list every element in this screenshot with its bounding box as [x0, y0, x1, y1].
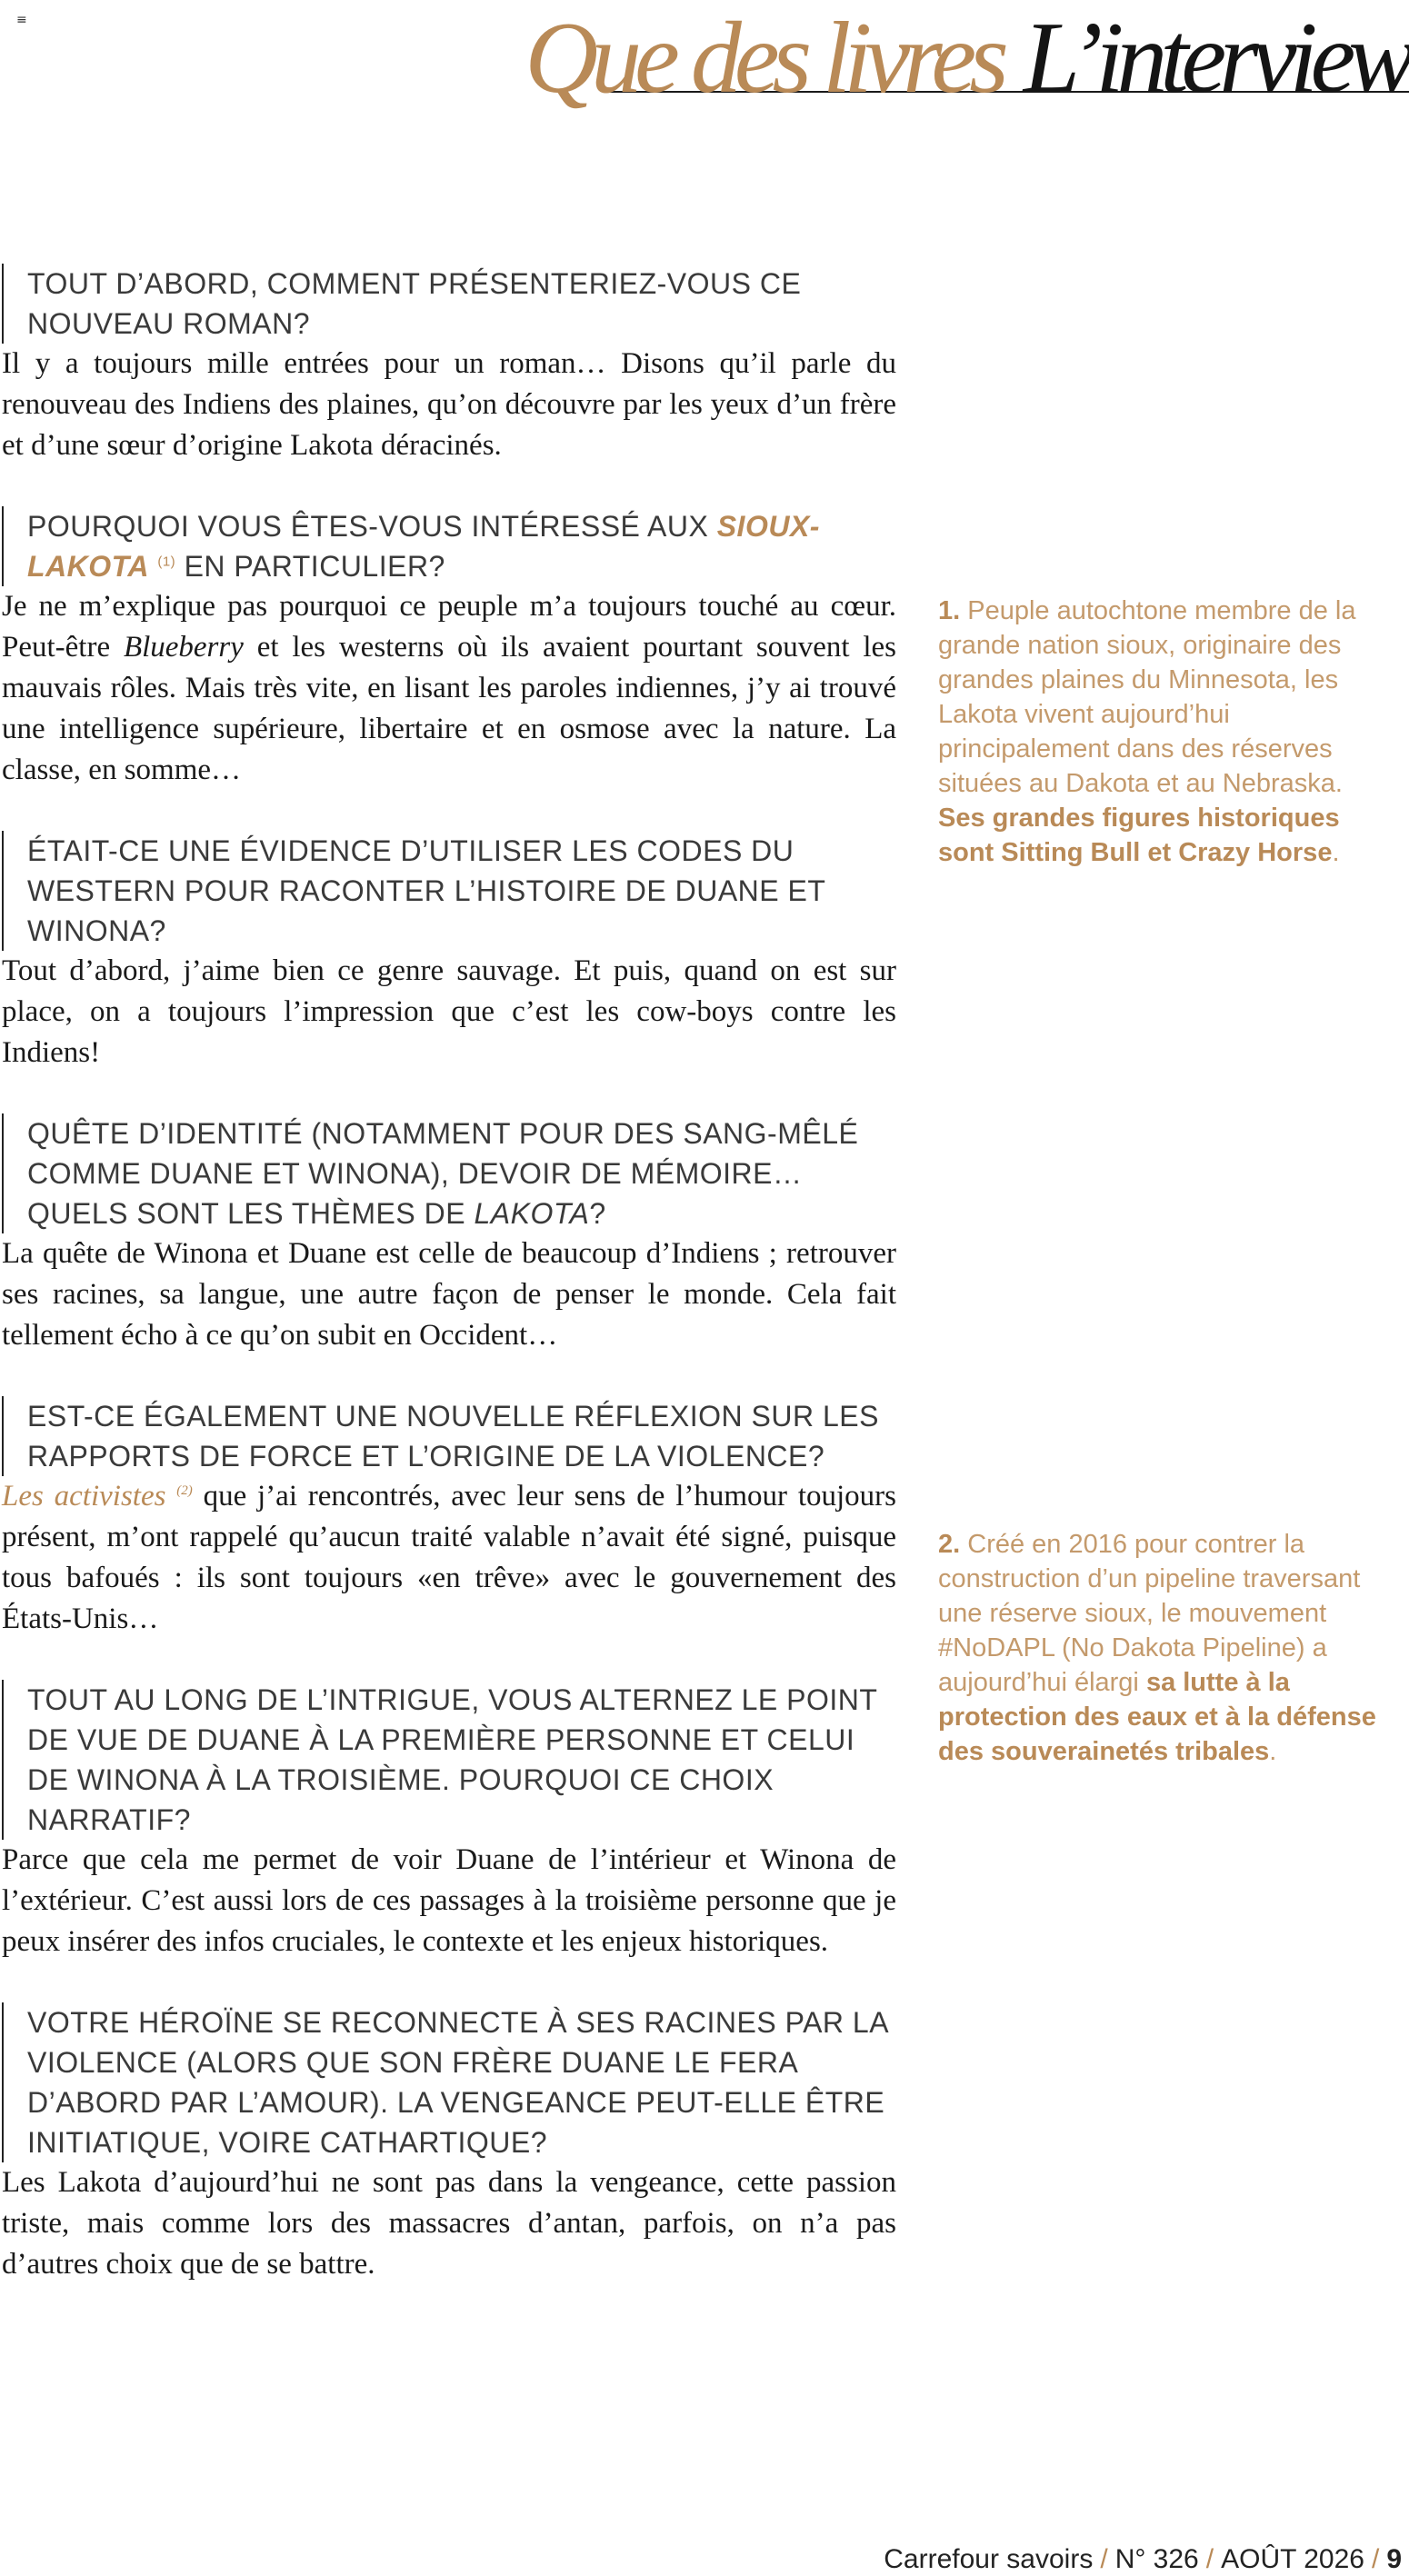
page-footer — [884, 2543, 1402, 2576]
footnote-ref[interactable]: (1) — [157, 554, 176, 570]
qa-block — [2, 506, 896, 791]
answer-title: Blueberry — [123, 631, 244, 664]
footnote-highlight: sa lutte à la protection des eaux et à la défense des souverainetés tribales — [938, 1668, 1376, 1766]
answer-lead-text: Les activistes — [2, 1480, 166, 1513]
interview-column — [2, 264, 896, 2325]
answer-text: Je ne m’explique pas pourquoi ce peuple m’a toujours touché au cœur. Peut-être — [2, 590, 896, 664]
question-text: ? — [589, 1197, 606, 1230]
question: EST-CE ÉGALEMENT UNE NOUVELLE RÉFLEXION SUR LES RAPPORTS DE FORCE ET L’ORIGINE DE LA VIOLENCE? — [2, 1396, 896, 1476]
footnote-end: . — [1332, 838, 1340, 867]
answer-text: et les westerns où ils avaient pourtant souvent les mauvais rôles. Mais très vite, en lisant les paroles indiennes, j’y ai trouvé une intelligence supérieure, libertaire et en osmose avec la nature. La classe, en somme… — [2, 631, 897, 786]
footnote-end: . — [1269, 1737, 1277, 1766]
issue-number: N° 326 — [1114, 2544, 1199, 2574]
answer-lead — [2, 1480, 193, 1513]
section-title-gold: Que des livres — [525, 2, 1002, 115]
question: ÉTAIT-CE UNE ÉVIDENCE D’UTILISER LES CODES DU WESTERN POUR RACONTER L’HISTOIRE DE DUANE ET WINONA? — [2, 831, 896, 951]
footnote-highlight: Ses grandes figures historiques sont Sitting Bull et Crazy Horse — [938, 804, 1340, 867]
page-header — [525, 0, 1409, 127]
separator: / — [1205, 2544, 1214, 2574]
qa-block — [2, 2002, 896, 2285]
qa-block — [2, 264, 896, 466]
answer: Parce que cela me permet de voir Duane de l’intérieur et Winona de l’extérieur. C’est aussi lors de ces passages à la troisième personne que je peux insérer des infos cruciales, le contexte et les enjeux historiques. — [2, 1843, 896, 1958]
footnote-number: 1. — [938, 596, 961, 625]
qa-block — [2, 1680, 896, 1962]
footnote-text: Créé en 2016 pour contrer la construction d’un pipeline traversant une réserve sioux, le mouvement #NoDAPL (No Dakota Pipeline) a aujourd’hui élargi — [938, 1530, 1361, 1697]
answer — [2, 1476, 896, 1640]
section-title — [525, 4, 1409, 113]
footnote-number: 2. — [938, 1530, 961, 1559]
separator: / — [1100, 2544, 1108, 2574]
question — [2, 1113, 896, 1233]
separator: / — [1371, 2544, 1380, 2574]
footnote-text: Peuple autochtone membre de la grande nation sioux, originaire des grandes plaines du Minnesota, les Lakota vivent aujourd’hui principalement dans des réserves situées au Dakota et au Nebraska. — [938, 596, 1356, 798]
question-accent: SIOUX-LAKOTA — [27, 510, 820, 583]
menu-mark: ≡ — [16, 13, 27, 27]
footnote-ref[interactable]: (2) — [176, 1483, 193, 1498]
answer-text: que j’ai rencontrés, avec leur sens de l’humour toujours présent, m’ont rappelé qu’aucun traité valable n’avait été signé, puisque tous bafoués : ils sont toujours «en trêve» avec le gouvernement des États-Unis… — [2, 1480, 896, 1635]
section-title-dark: L’interview — [1023, 2, 1409, 115]
qa-block — [2, 1113, 896, 1356]
qa-block — [2, 1396, 896, 1640]
answer — [2, 586, 896, 791]
question-text: QUÊTE D’IDENTITÉ (NOTAMMENT POUR DES SANG-MÊLÉ COMME DUANE ET WINONA), DEVOIR DE MÉMOIRE… QUELS SONT LES THÈMES DE — [27, 1117, 859, 1230]
magazine-name: Carrefour savoirs — [884, 2544, 1094, 2574]
question-title: LAKOTA — [474, 1197, 590, 1230]
issue-date: AOÛT 2026 — [1221, 2544, 1364, 2574]
question-text: POURQUOI VOUS ÊTES-VOUS INTÉRESSÉ AUX — [27, 510, 717, 543]
qa-block — [2, 831, 896, 1073]
answer: Il y a toujours mille entrées pour un roman… Disons qu’il parle du renouveau des Indiens des plaines, qu’on découvre par les yeux d’un frère et d’une sœur d’origine Lakota déracinés. — [2, 347, 896, 462]
question — [2, 506, 896, 586]
answer: Les Lakota d’aujourd’hui ne sont pas dans la vengeance, cette passion triste, mais comme lors des massacres d’antan, parfois, on n’a pas d’autres choix que de se battre. — [2, 2166, 896, 2281]
question-text: EN PARTICULIER? — [175, 550, 445, 583]
question: TOUT AU LONG DE L’INTRIGUE, VOUS ALTERNEZ LE POINT DE VUE DE DUANE À LA PREMIÈRE PERSONNE ET CELUI DE WINONA À LA TROISIÈME. POURQUOI CE CHOIX NARRATIF? — [2, 1680, 896, 1840]
question: TOUT D’ABORD, COMMENT PRÉSENTERIEZ-VOUS CE NOUVEAU ROMAN? — [2, 264, 896, 344]
footnote-2 — [938, 1527, 1393, 1769]
footnote-1 — [938, 594, 1393, 870]
answer: La quête de Winona et Duane est celle de beaucoup d’Indiens ; retrouver ses racines, sa langue, une autre façon de penser le monde. Cela fait tellement écho à ce qu’on subit en Occident… — [2, 1237, 896, 1352]
answer: Tout d’abord, j’aime bien ce genre sauvage. Et puis, quand on est sur place, on a toujours l’impression que c’est les cow-boys contre les Indiens! — [2, 954, 896, 1069]
question: VOTRE HÉROÏNE SE RECONNECTE À SES RACINES PAR LA VIOLENCE (ALORS QUE SON FRÈRE DUANE LE FERA D’ABORD PAR L’AMOUR). LA VENGEANCE PEUT-ELLE ÊTRE INITIATIQUE, VOIRE CATHARTIQUE? — [2, 2002, 896, 2162]
page-number: 9 — [1386, 2544, 1402, 2574]
